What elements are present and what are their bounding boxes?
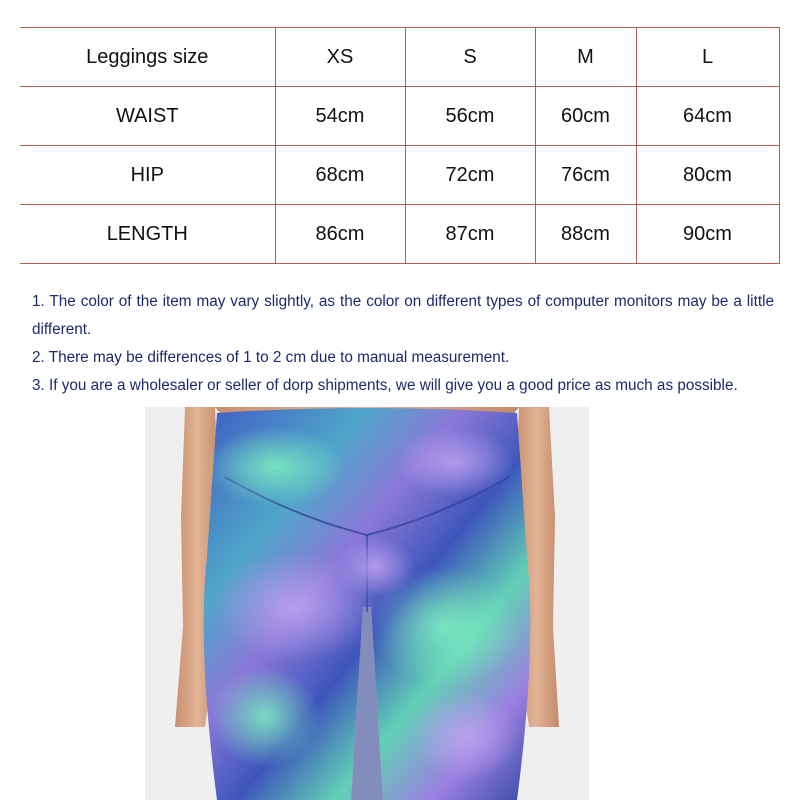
product-photo — [145, 407, 589, 800]
note-color-variance: 1. The color of the item may vary slightly, as the color on different types of computer monitors may be a little different. — [32, 293, 774, 338]
note-measurement: 2. There may be differences of 1 to 2 cm due to manual measurement. — [32, 349, 510, 366]
notes-section — [32, 288, 774, 400]
table-cell: 60cm — [535, 87, 636, 146]
table-cell: 56cm — [405, 87, 535, 146]
row-label-length: LENGTH — [20, 205, 275, 264]
table-cell: 76cm — [535, 146, 636, 205]
table-cell: 90cm — [636, 205, 779, 264]
table-cell: 64cm — [636, 87, 779, 146]
table-cell: 86cm — [275, 205, 405, 264]
table-cell: 68cm — [275, 146, 405, 205]
table-cell: 72cm — [405, 146, 535, 205]
size-header-s: S — [405, 28, 535, 87]
table-row — [20, 87, 779, 146]
size-chart-table — [20, 27, 780, 264]
table-cell: 87cm — [405, 205, 535, 264]
table-cell: 80cm — [636, 146, 779, 205]
size-header-m: M — [535, 28, 636, 87]
row-label-waist: WAIST — [20, 87, 275, 146]
note-wholesale: 3. If you are a wholesaler or seller of dorp shipments, we will give you a good price as much as possible. — [32, 377, 738, 394]
size-header-xs: XS — [275, 28, 405, 87]
row-label-hip: HIP — [20, 146, 275, 205]
table-cell: 88cm — [535, 205, 636, 264]
table-row — [20, 205, 779, 264]
size-header-row — [20, 28, 779, 87]
table-cell: 54cm — [275, 87, 405, 146]
size-header-label: Leggings size — [20, 28, 275, 87]
size-header-l: L — [636, 28, 779, 87]
leggings-illustration — [145, 407, 589, 800]
table-row — [20, 146, 779, 205]
